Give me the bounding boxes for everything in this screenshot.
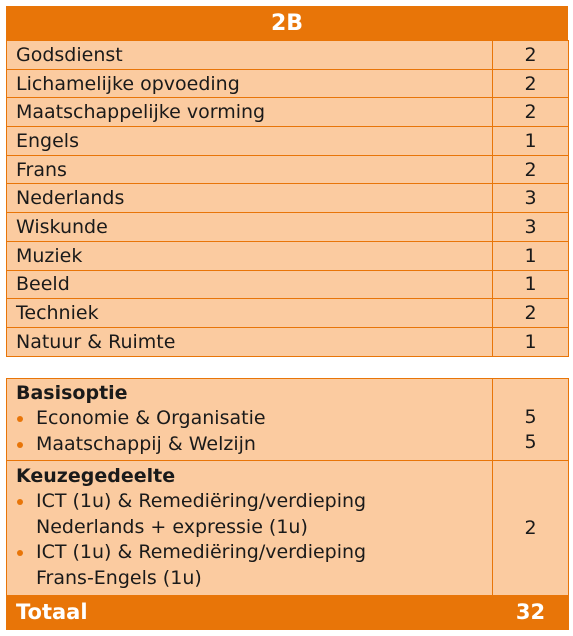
table-row — [7, 69, 569, 98]
options-table — [6, 378, 569, 630]
basisoptie-hours: 5 — [524, 431, 537, 454]
subject-name: Techniek — [7, 299, 493, 328]
subject-name: Nederlands — [7, 184, 493, 213]
subject-hours: 2 — [493, 69, 569, 98]
list-item — [16, 540, 492, 591]
subject-name: Beeld — [7, 270, 493, 299]
subject-hours: 2 — [493, 155, 569, 184]
subject-hours: 1 — [493, 327, 569, 356]
basisoptie-hours: 5 — [524, 405, 537, 428]
table-row — [7, 98, 569, 127]
subject-hours: 3 — [493, 184, 569, 213]
table-row — [7, 155, 569, 184]
list-item-line: ICT (1u) & Remediëring/verdieping — [36, 541, 367, 564]
total-label: Totaal — [7, 595, 493, 629]
keuzegedeelte-hours: 2 — [493, 460, 569, 595]
subject-name: Wiskunde — [7, 213, 493, 242]
table-row — [7, 41, 569, 70]
list-item-line: Nederlands + expressie (1u) — [36, 515, 308, 538]
subject-name: Maatschappelijke vorming — [7, 98, 493, 127]
subject-hours: 1 — [493, 241, 569, 270]
subject-name: Godsdienst — [7, 41, 493, 70]
subject-name: Lichamelijke opvoeding — [7, 69, 493, 98]
list-item: Economie & Organisatie — [16, 406, 492, 432]
list-item-line: Frans-Engels (1u) — [36, 566, 202, 589]
subject-name: Muziek — [7, 241, 493, 270]
keuzegedeelte-row — [7, 460, 569, 595]
table-row — [7, 184, 569, 213]
table-row — [7, 270, 569, 299]
basisoptie-title: Basisoptie — [16, 382, 128, 405]
table-title: 2B — [6, 6, 568, 40]
subjects-table — [6, 40, 569, 357]
table-row — [7, 213, 569, 242]
subject-hours: 2 — [493, 299, 569, 328]
table-row — [7, 241, 569, 270]
subject-hours: 2 — [493, 41, 569, 70]
subject-hours: 1 — [493, 270, 569, 299]
section-spacer — [6, 357, 568, 378]
table-row — [7, 327, 569, 356]
subject-hours: 1 — [493, 127, 569, 156]
table-row — [7, 299, 569, 328]
basisoptie-row — [7, 378, 569, 460]
list-item — [16, 489, 492, 540]
subject-hours: 2 — [493, 98, 569, 127]
list-item-line: ICT (1u) & Remediëring/verdieping — [36, 490, 367, 513]
total-hours: 32 — [493, 595, 569, 629]
total-row — [7, 595, 569, 629]
subject-hours: 3 — [493, 213, 569, 242]
keuzegedeelte-title: Keuzegedeelte — [16, 465, 176, 488]
subject-name: Frans — [7, 155, 493, 184]
subject-name: Engels — [7, 127, 493, 156]
list-item: Maatschappij & Welzijn — [16, 432, 492, 458]
curriculum-table — [6, 6, 568, 630]
subject-name: Natuur & Ruimte — [7, 327, 493, 356]
table-row — [7, 127, 569, 156]
